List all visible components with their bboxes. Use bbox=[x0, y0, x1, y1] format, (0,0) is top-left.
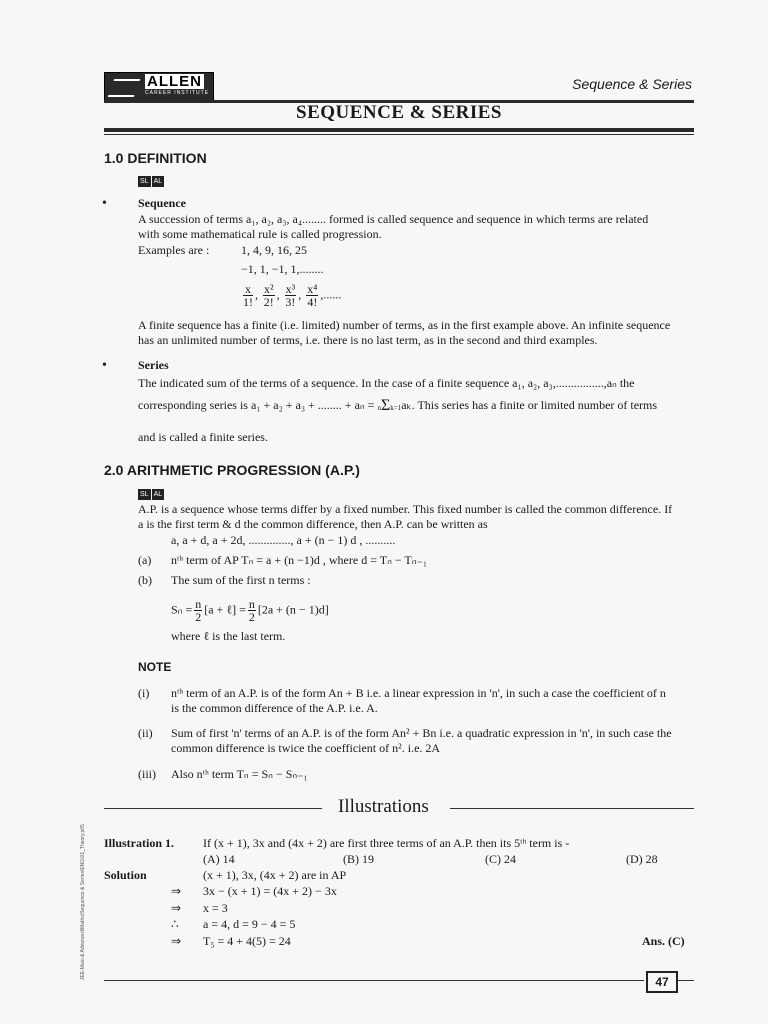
sequence-heading: Sequence bbox=[138, 196, 186, 210]
note-item-iii: Also nᵗʰ term Tₙ = Sₙ − Sₙ₋₁ bbox=[171, 767, 308, 781]
finite-paragraph bbox=[138, 318, 698, 348]
illustration-question: If (x + 1), 3x and (4x + 2) are first three terms of an A.P. then its 5ᵗʰ term is - bbox=[203, 836, 570, 850]
implies-icon: ⇒ bbox=[171, 901, 182, 915]
summation-icon: nΣk=1 bbox=[377, 397, 402, 415]
implies-icon: ⇒ bbox=[171, 884, 182, 898]
note-item-ii: Sum of first 'n' terms of an A.P. is of the form An² + Bn i.e. a quadratic expression in 'n', in such case the common difference is twice the coefficient of n². i.e. 2A bbox=[171, 726, 672, 755]
series-heading: Series bbox=[138, 358, 169, 372]
example-3-term-1: $\frac{x}{1!}$ bbox=[243, 282, 253, 309]
badge-sl: SL bbox=[140, 491, 149, 498]
footer-rule bbox=[104, 980, 644, 981]
header-topic: Sequence & Series bbox=[572, 76, 692, 92]
option-a: (A) 14 bbox=[203, 852, 235, 866]
implies-icon: ⇒ bbox=[171, 934, 182, 948]
example-3: $\frac{x}{1!}$ , $\frac{\text{x²}}{2!}$ , $\frac{\text{x³}}{3!}$ , $\frac{\text{x⁴}}{4!}$ ,...... bbox=[243, 282, 342, 309]
bullet-icon: • bbox=[102, 358, 107, 373]
last-term-note: where ℓ is the last term. bbox=[171, 629, 286, 643]
bullet-icon: • bbox=[102, 196, 107, 211]
badge-al: AL bbox=[153, 491, 163, 498]
example-1: 1, 4, 9, 16, 25 bbox=[241, 243, 307, 257]
allen-logo bbox=[104, 72, 214, 102]
therefore-icon: ∴ bbox=[171, 917, 179, 931]
series-line-1: The indicated sum of the terms of a sequence. In the case of a finite sequence a₁, a₂, a₃,................,aₙ the bbox=[138, 376, 635, 390]
option-d: (D) 28 bbox=[626, 852, 658, 866]
finite-line-1: A finite sequence has a finite (i.e. limited) number of terms, as in the first example above. An infinite sequence bbox=[138, 318, 671, 332]
note-item-i: nᵗʰ term of an A.P. is of the form An + B i.e. a linear expression in 'n', in such a case the coefficient of n is the common difference of the A.P. i.e. A. bbox=[171, 686, 666, 715]
note-label-ii: (ii) bbox=[138, 726, 153, 740]
sequence-line-1: A succession of terms a₁, a₂, a₃, a₄........ formed is called sequence and sequence in which terms are related bbox=[138, 212, 649, 226]
solution-step-3: x = 3 bbox=[203, 901, 228, 915]
logo-mark-icon bbox=[108, 79, 141, 97]
footer-rule-tail bbox=[678, 980, 694, 981]
item-a-text: nᵗʰ term of AP Tₙ = a + (n −1)d , where d = Tₙ − Tₙ₋₁ bbox=[171, 553, 428, 567]
finite-line-2: has an unlimited number of terms, i.e. there is no last term, as in the second and third examples. bbox=[138, 333, 598, 347]
ap-general-form: a, a + d, a + 2d, .............., a + (n − 1) d , .......... bbox=[171, 533, 396, 547]
sequence-paragraph bbox=[138, 212, 698, 242]
illustrations-rule-left bbox=[104, 808, 322, 809]
note-label-iii: (iii) bbox=[138, 767, 156, 781]
example-2: −1, 1, −1, 1,........ bbox=[241, 262, 324, 276]
badge-al: AL bbox=[153, 178, 163, 185]
solution-label: Solution bbox=[104, 868, 147, 882]
level-badges bbox=[138, 172, 165, 187]
badge-sl: SL bbox=[140, 178, 149, 185]
option-c: (C) 24 bbox=[485, 852, 516, 866]
illustrations-rule-right bbox=[450, 808, 694, 809]
title-rule-thin bbox=[104, 134, 694, 135]
page-number: 47 bbox=[646, 971, 678, 993]
example-3-term-2: $\frac{\text{x²}}{2!}$ bbox=[263, 282, 274, 309]
example-3-term-3: $\frac{\text{x³}}{3!}$ bbox=[285, 282, 296, 309]
note-heading: NOTE bbox=[138, 660, 172, 674]
solution-step-1: (x + 1), 3x, (4x + 2) are in AP bbox=[203, 868, 347, 882]
fraction-n-over-2: $\frac{n}{2}$ bbox=[195, 597, 202, 624]
page-title: SEQUENCE & SERIES bbox=[296, 102, 502, 123]
series-line-3: and is called a finite series. bbox=[138, 430, 268, 444]
series-line-2: corresponding series is a₁ + a₂ + a₃ + ........ + aₙ = nΣk=1aₖ. This series has a finite or limited number of terms bbox=[138, 397, 658, 415]
fraction-n-over-2: $\frac{n}{2}$ bbox=[248, 597, 255, 624]
sum-formula: Sₙ = $\frac{n}{2}$ [a + ℓ] = $\frac{n}{2}$ [2a + (n − 1)d] bbox=[171, 597, 329, 624]
item-a-label: (a) bbox=[138, 553, 152, 567]
example-3-term-4: $\frac{\text{x⁴}}{4!}$ bbox=[307, 282, 318, 309]
illustration-label: Illustration 1. bbox=[104, 836, 175, 850]
ap-line-2: a is the first term & d the common difference, then A.P. can be written as bbox=[138, 517, 488, 531]
level-badges bbox=[138, 485, 165, 500]
ap-paragraph bbox=[138, 502, 698, 532]
solution-step-4: a = 4, d = 9 − 4 = 5 bbox=[203, 917, 296, 931]
item-b-label: (b) bbox=[138, 573, 152, 587]
answer: Ans. (C) bbox=[642, 934, 685, 948]
solution-step-5: T₅ = 4 + 4(5) = 24 bbox=[203, 934, 291, 948]
section-heading-ap: 2.0 ARITHMETIC PROGRESSION (A.P.) bbox=[104, 462, 360, 478]
logo-brand: ALLEN bbox=[147, 73, 202, 90]
sequence-line-2: with some mathematical rule is called progression. bbox=[138, 227, 382, 241]
side-print: JEE-Main & Advanced\Maths\Sequence & Series\ENG\01_Theory.p65 bbox=[80, 824, 86, 980]
title-rule bbox=[104, 128, 694, 132]
item-b-text: The sum of the first n terms : bbox=[171, 573, 311, 587]
examples-label: Examples are : bbox=[138, 243, 210, 257]
logo-subtitle: CAREER INSTITUTE bbox=[145, 90, 210, 96]
note-label-i: (i) bbox=[138, 686, 150, 700]
solution-step-2: 3x − (x + 1) = (4x + 2) − 3x bbox=[203, 884, 337, 898]
section-heading-definition: 1.0 DEFINITION bbox=[104, 150, 207, 166]
ap-line-1: A.P. is a sequence whose terms differ by a fixed number. This fixed number is called the common difference. If bbox=[138, 502, 673, 516]
option-b: (B) 19 bbox=[343, 852, 374, 866]
illustrations-heading: Illustrations bbox=[338, 796, 429, 817]
